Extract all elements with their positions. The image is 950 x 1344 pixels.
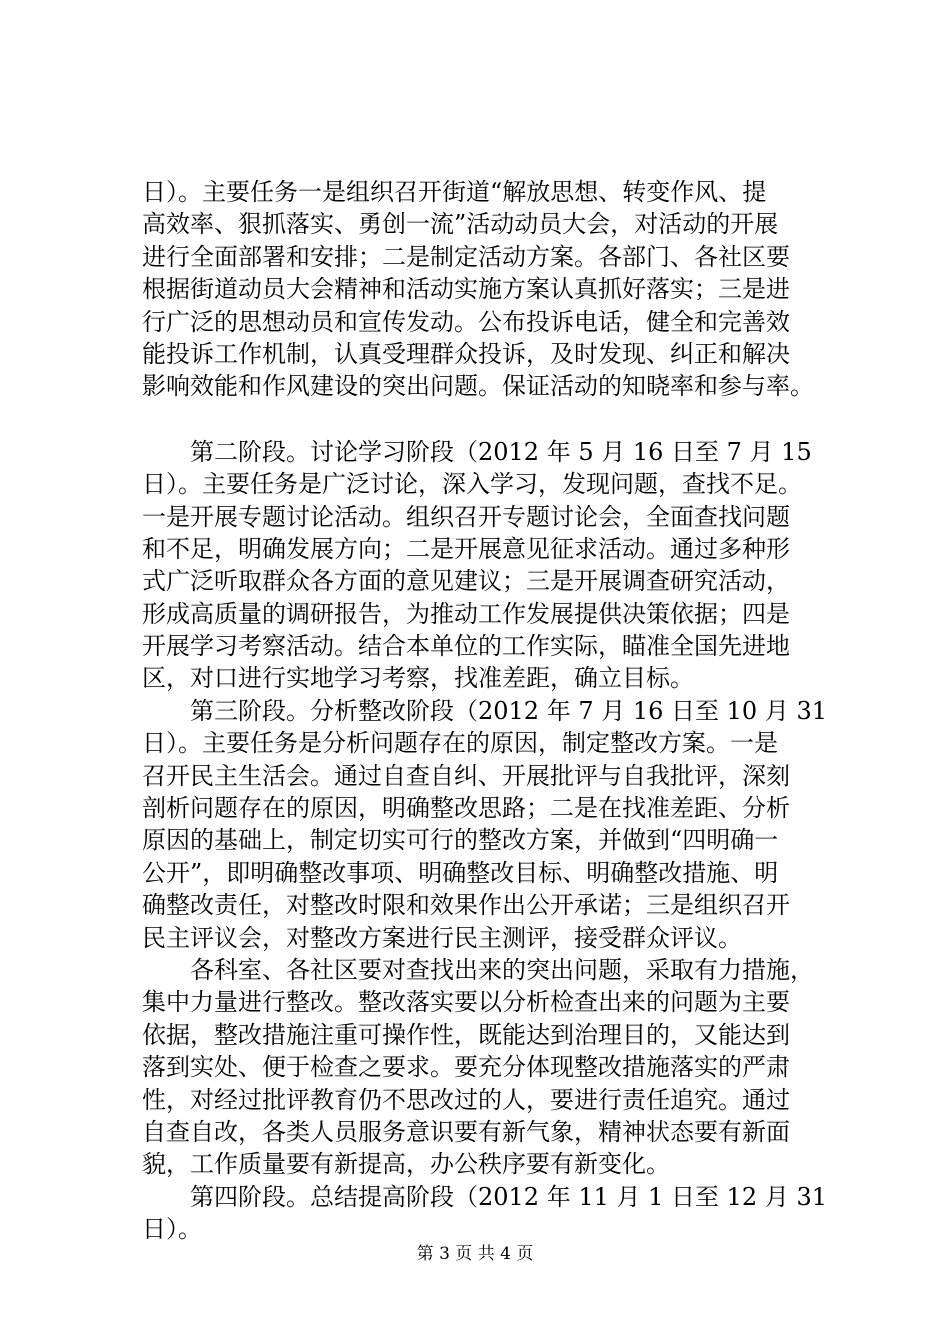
document-body (142, 176, 832, 1246)
text-line: 第二阶段。讨论学习阶段（2012 年 5 月 16 日至 7 月 15 (142, 437, 812, 466)
text-line: 性，对经过批评教育仍不思改过的人，要进行责任追究。通过 (142, 1085, 790, 1114)
paragraph-phase-one-tasks (142, 176, 832, 403)
text-line: 能投诉工作机制，认真受理群众投诉，及时发现、纠正和解决 (142, 339, 790, 368)
text-line: 根据街道动员大会精神和活动实施方案认真抓好落实；三是进 (142, 275, 790, 304)
text-line: 集中力量进行整改。整改落实要以分析检查出来的问题为主要 (142, 988, 790, 1017)
text-line: 高效率、狠抓落实、勇创一流”活动动员大会，对活动的开展 (142, 210, 779, 239)
text-line: 形成高质量的调研报告，为推动工作发展提供决策依据；四是 (142, 599, 790, 628)
text-line: 公开”，即明确整改事项、明确整改目标、明确整改措施、明 (142, 858, 779, 887)
text-line: 日）。主要任务是广泛讨论，深入学习，发现问题，查找不足。 (142, 470, 802, 499)
text-line: 依据，整改措施注重可操作性，既能达到治理目的，又能达到 (142, 1020, 790, 1049)
text-line: 第三阶段。分析整改阶段（2012 年 7 月 16 日至 10 月 31 (142, 696, 827, 725)
paragraph-phases-two-to-four (142, 436, 832, 1246)
text-line: 式广泛听取群众各方面的意见建议；三是开展调查研究活动， (142, 567, 790, 596)
page-number-footer: 第 3 页 共 4 页 (416, 1244, 534, 1264)
text-line: 自查自改，各类人员服务意识要有新气象，精神状态要有新面 (142, 1117, 790, 1146)
text-line: 日）。主要任务一是组织召开街道“解放思想、转变作风、提 (142, 178, 767, 206)
text-line: 进行全面部署和安排；二是制定活动方案。各部门、各社区要 (142, 242, 790, 271)
text-line: 区，对口进行实地学习考察，找准差距，确立目标。 (142, 664, 694, 693)
text-line: 影响效能和作风建设的突出问题。保证活动的知晓率和参与率。 (142, 372, 814, 401)
text-line: 日）。 (142, 1215, 202, 1244)
text-line: 开展学习考察活动。结合本单位的工作实际，瞄准全国先进地 (142, 632, 790, 661)
text-line: 原因的基础上，制定切实可行的整改方案，并做到“四明确一 (142, 826, 779, 855)
text-line: 行广泛的思想动员和宣传发动。公布投诉电话，健全和完善效 (142, 307, 790, 336)
text-line: 一是开展专题讨论活动。组织召开专题讨论会，全面查找问题 (142, 502, 790, 531)
text-line: 各科室、各社区要对查找出来的突出问题，采取有力措施， (142, 955, 814, 984)
text-line: 召开民主生活会。通过自查自纠、开展批评与自我批评，深刻 (142, 761, 790, 790)
text-line: 貌，工作质量要有新提高，办公秩序要有新变化。 (142, 1150, 670, 1179)
text-line: 剖析问题存在的原因，明确整改思路；二是在找准差距、分析 (142, 794, 790, 823)
text-line: 民主评议会，对整改方案进行民主测评，接受群众评议。 (142, 923, 742, 952)
text-line: 确整改责任，对整改时限和效果作出公开承诺；三是组织召开 (142, 891, 790, 920)
text-line: 落到实处、便于检查之要求。要充分体现整改措施落实的严肃 (142, 1053, 790, 1082)
text-line: 第四阶段。总结提高阶段（2012 年 11 月 1 日至 12 月 31 (142, 1182, 827, 1211)
text-line: 和不足，明确发展方向；二是开展意见征求活动。通过多种形 (142, 534, 790, 563)
text-line: 日）。主要任务是分析问题存在的原因，制定整改方案。一是 (142, 729, 778, 758)
paragraph-spacer (142, 403, 832, 436)
